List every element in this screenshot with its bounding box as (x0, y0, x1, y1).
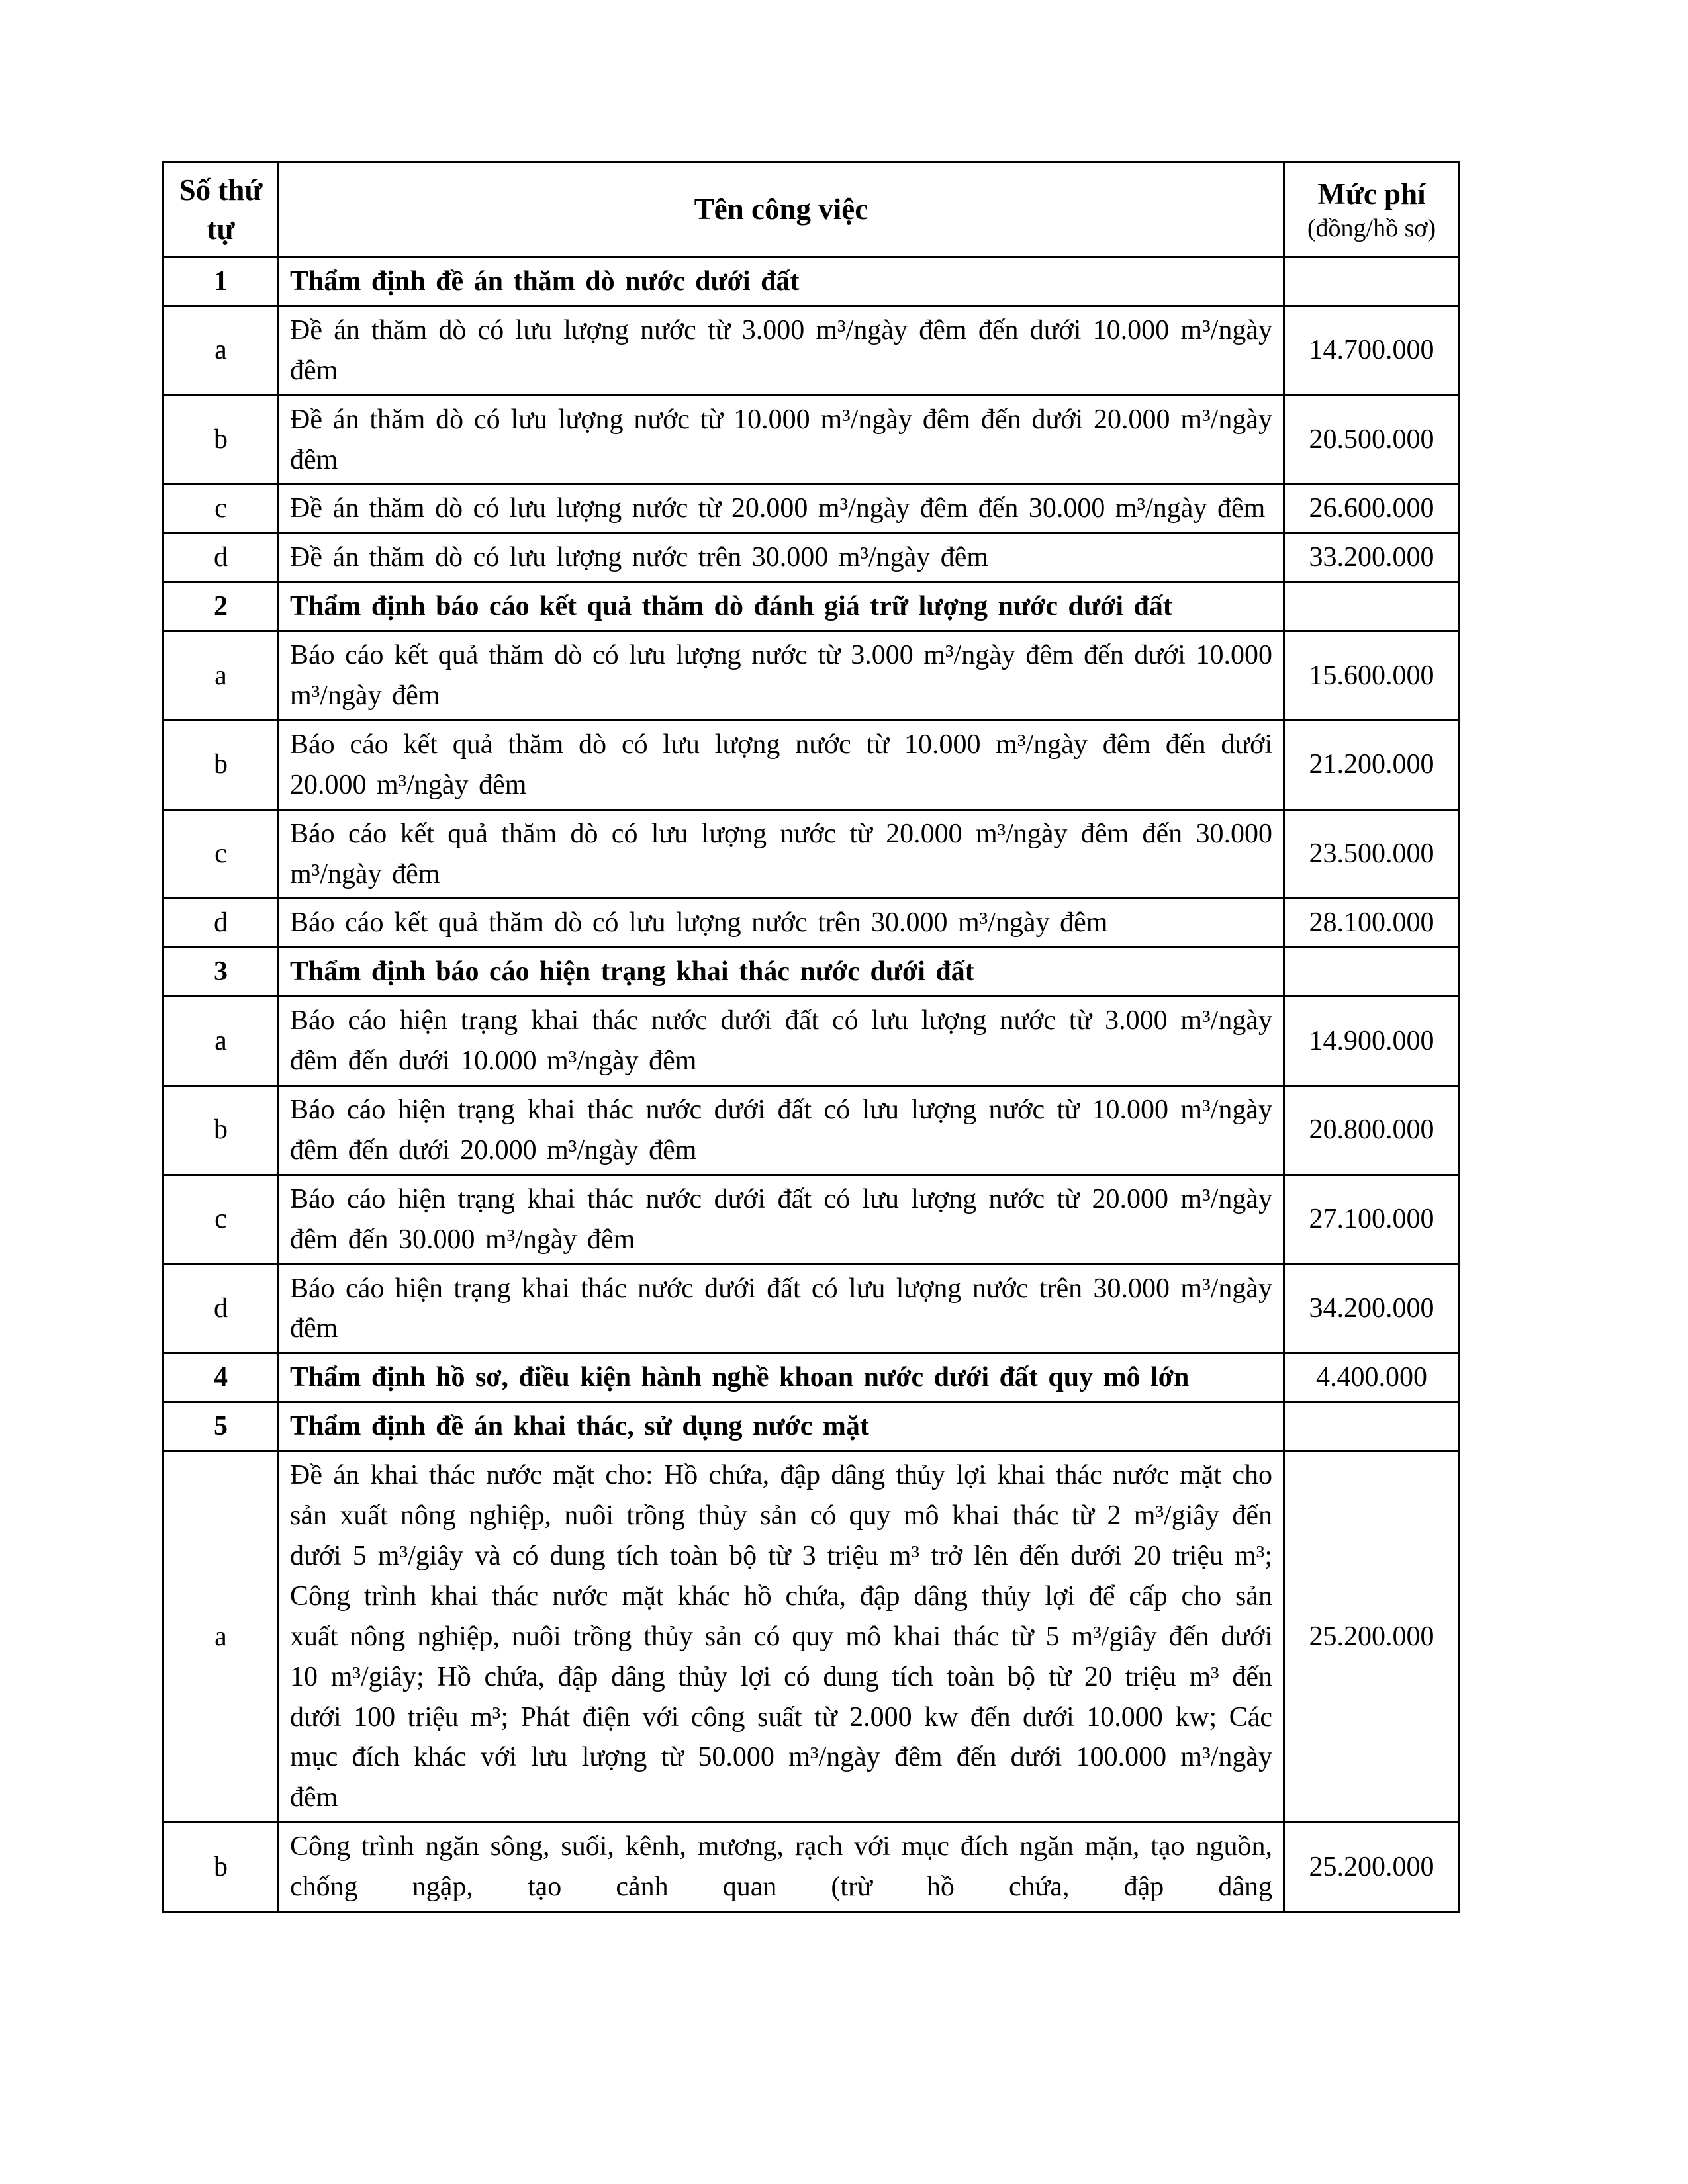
row-fee-amount: 33.200.000 (1284, 533, 1460, 582)
row-task-name: Thẩm định báo cáo hiện trạng khai thác nước dưới đất (279, 948, 1284, 997)
row-task-name: Báo cáo kết quả thăm dò có lưu lượng nước trên 30.000 m³/ngày đêm (279, 899, 1284, 948)
row-fee-amount: 15.600.000 (1284, 631, 1460, 721)
table-row (164, 1402, 1460, 1451)
row-task-name: Thẩm định đề án khai thác, sử dụng nước mặt (279, 1402, 1284, 1451)
row-ordinal: a (164, 306, 279, 395)
row-task-name: Báo cáo hiện trạng khai thác nước dưới đất có lưu lượng nước trên 30.000 m³/ngày đêm (279, 1264, 1284, 1353)
row-ordinal: d (164, 533, 279, 582)
row-ordinal: b (164, 1086, 279, 1175)
row-ordinal: c (164, 1175, 279, 1264)
row-ordinal: b (164, 1823, 279, 1912)
table-row (164, 484, 1460, 533)
row-fee-amount (1284, 1402, 1460, 1451)
row-fee-amount: 20.800.000 (1284, 1086, 1460, 1175)
table-row (164, 720, 1460, 809)
row-ordinal: b (164, 720, 279, 809)
row-fee-amount: 25.200.000 (1284, 1823, 1460, 1912)
row-ordinal: c (164, 809, 279, 899)
row-ordinal: d (164, 899, 279, 948)
fee-table-body (164, 257, 1460, 1912)
fee-schedule-table (162, 161, 1460, 1913)
row-task-name: Thẩm định hồ sơ, điều kiện hành nghề khoan nước dưới đất quy mô lớn (279, 1353, 1284, 1402)
row-fee-amount (1284, 582, 1460, 631)
row-task-name: Báo cáo kết quả thăm dò có lưu lượng nước từ 10.000 m³/ngày đêm đến dưới 20.000 m³/ngày đêm (279, 720, 1284, 809)
row-ordinal: 1 (164, 257, 279, 306)
row-fee-amount (1284, 948, 1460, 997)
row-fee-amount: 25.200.000 (1284, 1451, 1460, 1823)
row-ordinal: b (164, 395, 279, 484)
row-fee-amount: 27.100.000 (1284, 1175, 1460, 1264)
row-task-name: Báo cáo hiện trạng khai thác nước dưới đất có lưu lượng nước từ 10.000 m³/ngày đêm đến dưới 20.000 m³/ngày đêm (279, 1086, 1284, 1175)
table-row (164, 257, 1460, 306)
row-fee-amount: 34.200.000 (1284, 1264, 1460, 1353)
table-row (164, 1086, 1460, 1175)
table-row (164, 1175, 1460, 1264)
table-row (164, 1264, 1460, 1353)
table-row (164, 1451, 1460, 1823)
row-ordinal: a (164, 631, 279, 721)
row-ordinal: a (164, 997, 279, 1086)
row-fee-amount: 14.700.000 (1284, 306, 1460, 395)
header-fee (1284, 162, 1460, 257)
row-task-name: Báo cáo hiện trạng khai thác nước dưới đất có lưu lượng nước từ 3.000 m³/ngày đêm đến dưới 10.000 m³/ngày đêm (279, 997, 1284, 1086)
row-fee-amount: 28.100.000 (1284, 899, 1460, 948)
row-task-name: Đề án thăm dò có lưu lượng nước từ 20.000 m³/ngày đêm đến 30.000 m³/ngày đêm (279, 484, 1284, 533)
row-ordinal: a (164, 1451, 279, 1823)
table-row (164, 582, 1460, 631)
header-fee-unit: (đồng/hồ sơ) (1307, 214, 1436, 242)
header-row (164, 162, 1460, 257)
row-task-name: Báo cáo kết quả thăm dò có lưu lượng nước từ 20.000 m³/ngày đêm đến 30.000 m³/ngày đêm (279, 809, 1284, 899)
table-row (164, 948, 1460, 997)
row-task-name: Báo cáo kết quả thăm dò có lưu lượng nước từ 3.000 m³/ngày đêm đến dưới 10.000 m³/ngày đêm (279, 631, 1284, 721)
row-task-name: Thẩm định đề án thăm dò nước dưới đất (279, 257, 1284, 306)
row-fee-amount: 26.600.000 (1284, 484, 1460, 533)
row-task-name: Đề án thăm dò có lưu lượng nước trên 30.000 m³/ngày đêm (279, 533, 1284, 582)
row-fee-amount (1284, 257, 1460, 306)
header-ordinal: Số thứ tự (164, 162, 279, 257)
row-ordinal: d (164, 1264, 279, 1353)
row-task-name: Đề án thăm dò có lưu lượng nước từ 3.000 m³/ngày đêm đến dưới 10.000 m³/ngày đêm (279, 306, 1284, 395)
table-row (164, 306, 1460, 395)
row-ordinal: 2 (164, 582, 279, 631)
row-fee-amount: 20.500.000 (1284, 395, 1460, 484)
table-row (164, 809, 1460, 899)
row-task-name: Công trình ngăn sông, suối, kênh, mương, rạch với mục đích ngăn mặn, tạo nguồn, chống ngập, tạo cảnh quan (trừ hồ chứa, đập dâng (279, 1823, 1284, 1912)
row-task-name: Thẩm định báo cáo kết quả thăm dò đánh giá trữ lượng nước dưới đất (279, 582, 1284, 631)
table-row (164, 899, 1460, 948)
row-ordinal: c (164, 484, 279, 533)
table-row (164, 1823, 1460, 1912)
table-row (164, 997, 1460, 1086)
header-task-name: Tên công việc (279, 162, 1284, 257)
row-fee-amount: 21.200.000 (1284, 720, 1460, 809)
header-fee-title: Mức phí (1317, 177, 1426, 211)
row-task-name: Đề án thăm dò có lưu lượng nước từ 10.000 m³/ngày đêm đến dưới 20.000 m³/ngày đêm (279, 395, 1284, 484)
row-fee-amount: 23.500.000 (1284, 809, 1460, 899)
row-ordinal: 5 (164, 1402, 279, 1451)
row-ordinal: 4 (164, 1353, 279, 1402)
row-task-name: Đề án khai thác nước mặt cho: Hồ chứa, đập dâng thủy lợi khai thác nước mặt cho sản xuất nông nghiệp, nuôi trồng thủy sản có quy mô khai thác từ 2 m³/giây đến dưới 5 m³/giây và có dung tích toàn bộ từ 3 triệu m³ trở lên đến dưới 20 triệu m³; Công trình khai thác nước mặt khác hồ chứa, đập dâng thủy lợi để cấp cho sản xuất nông nghiệp, nuôi trồng thủy sản có quy mô khai thác từ 5 m³/giây đến dưới 10 m³/giây; Hồ chứa, đập dâng thủy lợi có dung tích toàn bộ từ 20 triệu m³ đến dưới 100 triệu m³; Phát điện với công suất từ 2.000 kw đến dưới 10.000 kw; Các mục đích khác với lưu lượng từ 50.000 m³/ngày đêm đến dưới 100.000 m³/ngày đêm (279, 1451, 1284, 1823)
row-fee-amount: 4.400.000 (1284, 1353, 1460, 1402)
table-row (164, 395, 1460, 484)
row-task-name: Báo cáo hiện trạng khai thác nước dưới đất có lưu lượng nước từ 20.000 m³/ngày đêm đến 30.000 m³/ngày đêm (279, 1175, 1284, 1264)
table-row (164, 631, 1460, 721)
table-row (164, 1353, 1460, 1402)
table-row (164, 533, 1460, 582)
row-ordinal: 3 (164, 948, 279, 997)
row-fee-amount: 14.900.000 (1284, 997, 1460, 1086)
